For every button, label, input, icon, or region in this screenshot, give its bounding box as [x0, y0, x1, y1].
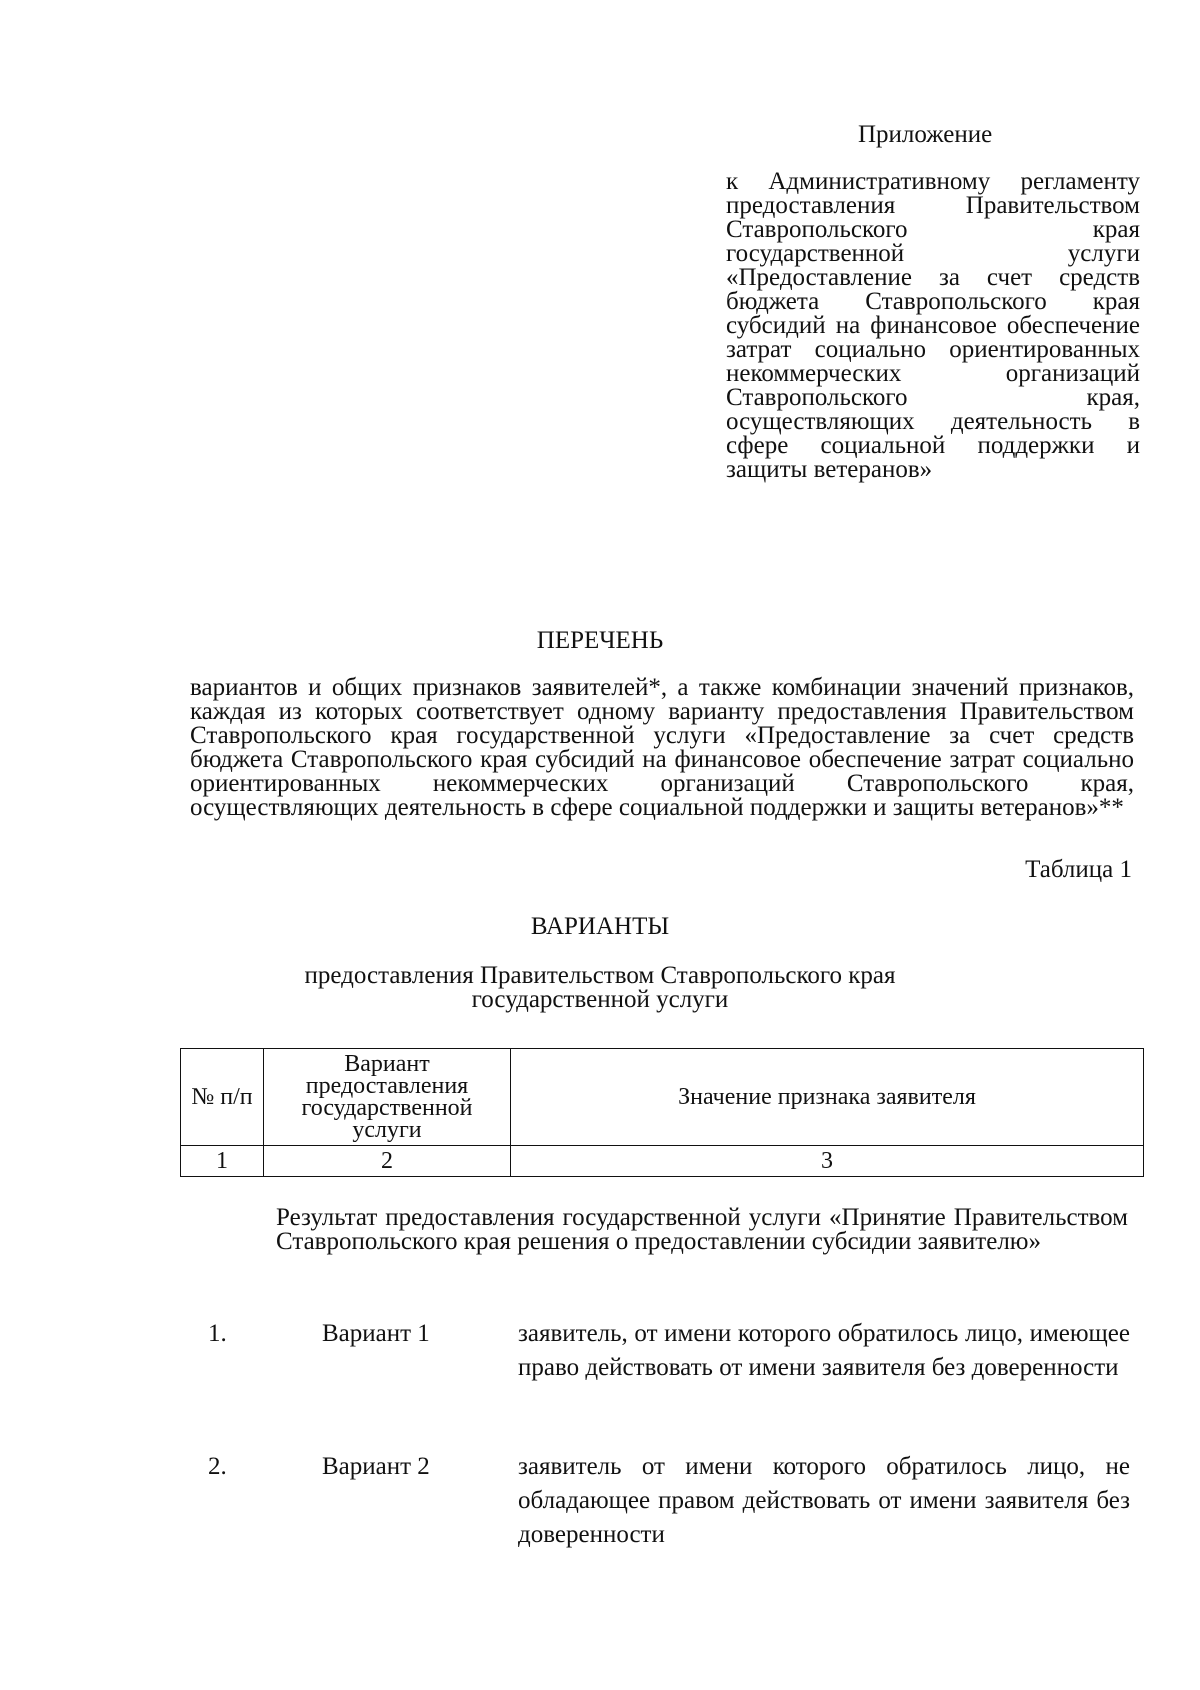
- row-variant: Вариант 1: [322, 1320, 430, 1347]
- variants-title: ВАРИАНТЫ: [530, 913, 670, 940]
- row-number: 1.: [208, 1320, 227, 1347]
- numbering-cell: 2: [264, 1146, 511, 1177]
- table-label: Таблица 1: [1025, 856, 1132, 883]
- appendix-title: Приложение: [858, 121, 993, 148]
- row-description: заявитель, от имени которого обратилось лицо, имеющее право действовать от имени заявителя без доверенности: [518, 1320, 1130, 1381]
- header-variant: Вариант предоставления государственной услуги: [264, 1049, 511, 1146]
- list-body: вариантов и общих признаков заявителей*, а также комбинации значений признаков, каждая из которых соответствует одному варианту предоставления Правительством Ставропольского края государственной услуги «Предоставление за счет средств бюджета Ставропольского края субсидий на финансовое обеспечение затрат социально ориентированных некоммерческих организаций Ставропольского края, осуществляющих деятельность в сфере социальной поддержки и защиты ветеранов»**: [190, 674, 1134, 821]
- table-numbering-row: [181, 1146, 1144, 1177]
- row-variant: Вариант 2: [322, 1453, 430, 1480]
- numbering-cell: 1: [181, 1146, 264, 1177]
- list-title: ПЕРЕЧЕНЬ: [536, 627, 664, 654]
- row-description: заявитель от имени которого обратилось лицо, не обладающее правом действовать от имени заявителя без доверенности: [518, 1453, 1130, 1548]
- header-number: № п/п: [181, 1049, 264, 1146]
- result-text: Результат предоставления государственной услуги «Принятие Правительством Ставропольского края решения о предоставлении субсидии заявителю»: [276, 1204, 1128, 1255]
- variants-table: [180, 1048, 1144, 1177]
- numbering-cell: 3: [511, 1146, 1144, 1177]
- table-header-row: [181, 1049, 1144, 1146]
- row-number: 2.: [208, 1453, 227, 1480]
- header-applicant-value: Значение признака заявителя: [511, 1049, 1144, 1146]
- variants-subtitle: предоставления Правительством Ставропольского края государственной услуги: [304, 962, 896, 1013]
- appendix-body: к Административному регламенту предоставления Правительством Ставропольского края государственной услуги «Предоставление за счет средств бюджета Ставропольского края субсидий на финансовое обеспечение затрат социально ориентированных некоммерческих организаций Ставропольского края, осуществляющих деятельность в сфере социальной поддержки и защиты ветеранов»: [726, 168, 1140, 483]
